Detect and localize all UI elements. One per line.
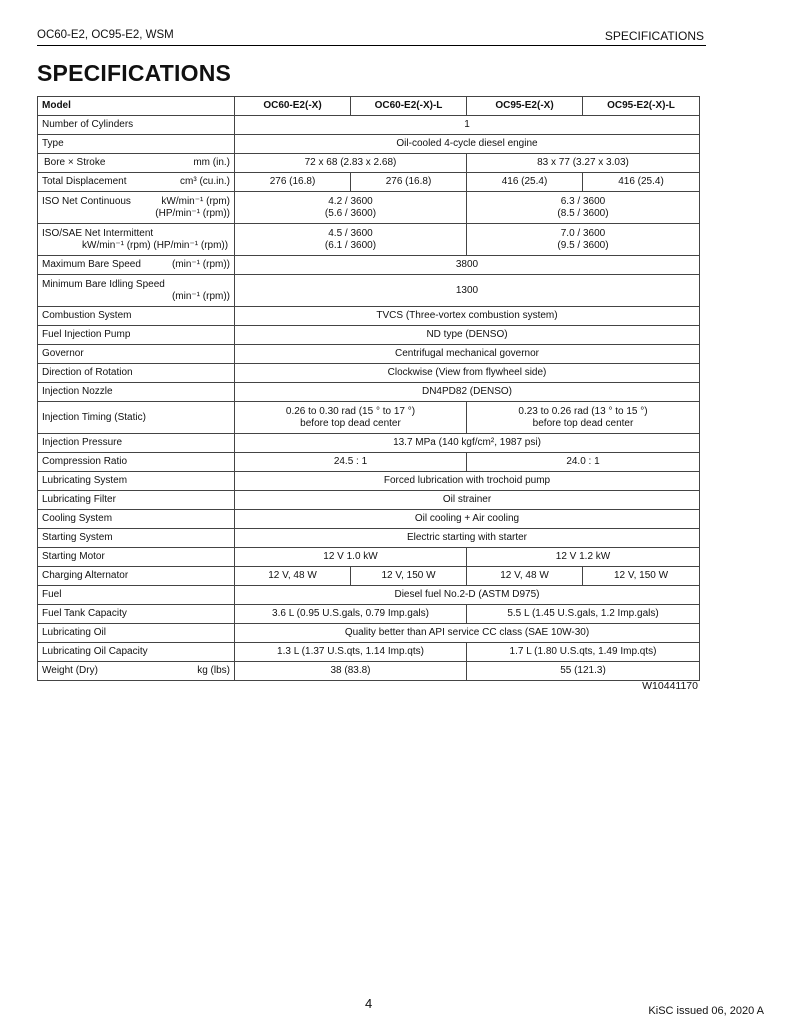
row-value: Quality better than API service CC class (SAE 10W-30) xyxy=(235,624,700,643)
row-label: Minimum Bare Idling Speed xyxy=(42,278,165,290)
row-value: 1.3 L (1.37 U.S.qts, 1.14 Imp.qts) xyxy=(235,643,467,662)
row-label: Weight (Dry) xyxy=(42,665,98,676)
row-label-cell xyxy=(38,256,235,275)
row-label: Starting Motor xyxy=(38,548,235,567)
row-label: Compression Ratio xyxy=(38,453,235,472)
table-row xyxy=(38,383,700,402)
table-row xyxy=(38,434,700,453)
row-label: Charging Alternator xyxy=(38,567,235,586)
row-label: Fuel xyxy=(38,586,235,605)
row-value: 13.7 MPa (140 kgf/cm², 1987 psi) xyxy=(235,434,700,453)
table-row xyxy=(38,643,700,662)
issue-note: KiSC issued 06, 2020 A xyxy=(648,1005,764,1017)
row-label: ISO Net Continuous xyxy=(42,195,131,207)
row-value: 4.2 / 3600 xyxy=(328,195,373,207)
row-value: 24.0 : 1 xyxy=(467,453,700,472)
row-label: Total Displacement xyxy=(42,176,127,187)
row-value: 276 (16.8) xyxy=(235,173,351,192)
row-value: 5.5 L (1.45 U.S.gals, 1.2 Imp.gals) xyxy=(467,605,700,624)
table-row xyxy=(38,256,700,275)
column-header-oc60: OC60-E2(-X) xyxy=(235,97,351,116)
row-label: Injection Nozzle xyxy=(38,383,235,402)
row-value-cell xyxy=(467,224,700,256)
row-label-cell xyxy=(38,224,235,256)
row-value-secondary: (9.5 / 3600) xyxy=(557,239,609,251)
row-value: Electric starting with starter xyxy=(235,529,700,548)
row-value: 416 (25.4) xyxy=(467,173,583,192)
document-code: W10441170 xyxy=(642,680,698,692)
table-row xyxy=(38,624,700,643)
row-label: Lubricating Oil Capacity xyxy=(38,643,235,662)
column-header-model: Model xyxy=(38,97,235,116)
table-row xyxy=(38,662,700,681)
table-row xyxy=(38,135,700,154)
row-value: 416 (25.4) xyxy=(583,173,700,192)
row-value-secondary: before top dead center xyxy=(300,417,401,429)
row-label-cell xyxy=(38,192,235,224)
row-unit: mm (in.) xyxy=(193,157,230,168)
row-value: Oil strainer xyxy=(235,491,700,510)
table-header-row xyxy=(38,97,700,116)
table-row xyxy=(38,605,700,624)
row-value: 0.23 to 0.26 rad (13 ° to 15 °) xyxy=(518,405,648,417)
table-row xyxy=(38,586,700,605)
running-header-left: OC60-E2, OC95-E2, WSM xyxy=(37,29,174,41)
row-unit: (min⁻¹ (rpm)) xyxy=(171,259,230,270)
row-value: 72 x 68 (2.83 x 2.68) xyxy=(235,154,467,173)
row-value: Centrifugal mechanical governor xyxy=(235,345,700,364)
row-label-cell xyxy=(38,154,235,173)
row-value: 1.7 L (1.80 U.S.qts, 1.49 Imp.qts) xyxy=(467,643,700,662)
row-label: Combustion System xyxy=(38,307,235,326)
table-row xyxy=(38,364,700,383)
row-label: Cooling System xyxy=(38,510,235,529)
row-value-secondary: before top dead center xyxy=(532,417,634,429)
table-row xyxy=(38,529,700,548)
table-row xyxy=(38,154,700,173)
row-unit: kW/min⁻¹ (rpm) (HP/min⁻¹ (rpm)) xyxy=(82,239,229,251)
row-value: 24.5 : 1 xyxy=(235,453,467,472)
row-value: 276 (16.8) xyxy=(351,173,467,192)
row-value-secondary: (5.6 / 3600) xyxy=(324,207,377,219)
row-unit: kg (lbs) xyxy=(197,665,230,676)
row-value: 83 x 77 (3.27 x 3.03) xyxy=(467,154,700,173)
row-label: Starting System xyxy=(38,529,235,548)
row-label-cell xyxy=(38,662,235,681)
table-row xyxy=(38,224,700,256)
row-label: Direction of Rotation xyxy=(38,364,235,383)
table-row xyxy=(38,491,700,510)
row-label: Fuel Injection Pump xyxy=(38,326,235,345)
table-row xyxy=(38,192,700,224)
table-row xyxy=(38,402,700,434)
row-value-cell xyxy=(235,192,467,224)
row-value: 1300 xyxy=(235,275,700,307)
row-value: 38 (83.8) xyxy=(235,662,467,681)
row-value: 12 V 1.2 kW xyxy=(467,548,700,567)
row-label: Lubricating Oil xyxy=(38,624,235,643)
row-label: Maximum Bare Speed xyxy=(42,259,141,270)
table-row xyxy=(38,548,700,567)
column-header-oc95-l: OC95-E2(-X)-L xyxy=(583,97,700,116)
row-value: 1 xyxy=(235,116,700,135)
row-value: ND type (DENSO) xyxy=(235,326,700,345)
page-number: 4 xyxy=(365,996,373,1011)
row-label: Fuel Tank Capacity xyxy=(38,605,235,624)
row-unit-secondary: (HP/min⁻¹ (rpm)) xyxy=(155,207,230,219)
specifications-table xyxy=(37,96,700,681)
row-value: 0.26 to 0.30 rad (15 ° to 17 °) xyxy=(285,405,416,417)
row-label: Bore × Stroke xyxy=(44,157,106,168)
row-value-cell xyxy=(467,192,700,224)
row-value-cell xyxy=(235,402,467,434)
column-header-oc60-l: OC60-E2(-X)-L xyxy=(351,97,467,116)
table-row xyxy=(38,510,700,529)
row-label-cell xyxy=(38,173,235,192)
row-value: 12 V 1.0 kW xyxy=(235,548,467,567)
table-row xyxy=(38,116,700,135)
row-unit: cm³ (cu.in.) xyxy=(180,176,230,187)
row-value: 6.3 / 3600 xyxy=(560,195,606,207)
table-row xyxy=(38,567,700,586)
header-rule xyxy=(37,45,706,46)
row-value: 4.5 / 3600 xyxy=(328,227,373,239)
row-value: Diesel fuel No.2-D (ASTM D975) xyxy=(235,586,700,605)
row-label: ISO/SAE Net Intermittent xyxy=(42,227,154,239)
table-row xyxy=(38,326,700,345)
row-value: 12 V, 48 W xyxy=(235,567,351,586)
row-value: 12 V, 48 W xyxy=(467,567,583,586)
row-unit: kW/min⁻¹ (rpm) xyxy=(161,195,230,207)
column-header-oc95: OC95-E2(-X) xyxy=(467,97,583,116)
row-value: Oil cooling + Air cooling xyxy=(235,510,700,529)
row-value: 3800 xyxy=(235,256,700,275)
row-value: 3.6 L (0.95 U.S.gals, 0.79 Imp.gals) xyxy=(235,605,467,624)
row-label: Type xyxy=(38,135,235,154)
row-value: Oil-cooled 4-cycle diesel engine xyxy=(235,135,700,154)
row-value: 12 V, 150 W xyxy=(583,567,700,586)
row-value-cell xyxy=(467,402,700,434)
page-title: SPECIFICATIONS xyxy=(37,60,232,86)
row-value: Clockwise (View from flywheel side) xyxy=(235,364,700,383)
row-value-cell xyxy=(235,224,467,256)
row-value: TVCS (Three-vortex combustion system) xyxy=(235,307,700,326)
row-value: 7.0 / 3600 xyxy=(560,227,606,239)
row-value: 12 V, 150 W xyxy=(351,567,467,586)
row-label: Lubricating Filter xyxy=(38,491,235,510)
row-label: Lubricating System xyxy=(38,472,235,491)
row-label: Governor xyxy=(38,345,235,364)
row-value: DN4PD82 (DENSO) xyxy=(235,383,700,402)
table-row xyxy=(38,173,700,192)
row-label: Injection Timing (Static) xyxy=(38,402,235,434)
running-header-right: SPECIFICATIONS xyxy=(604,29,704,43)
row-value-secondary: (8.5 / 3600) xyxy=(557,207,609,219)
table-row xyxy=(38,275,700,307)
table-row xyxy=(38,345,700,364)
row-label: Injection Pressure xyxy=(38,434,235,453)
row-unit: (min⁻¹ (rpm)) xyxy=(171,290,230,302)
row-value: Forced lubrication with trochoid pump xyxy=(235,472,700,491)
table-row xyxy=(38,453,700,472)
row-label: Number of Cylinders xyxy=(38,116,235,135)
table-row xyxy=(38,307,700,326)
row-value: 55 (121.3) xyxy=(467,662,700,681)
table-row xyxy=(38,472,700,491)
row-value-secondary: (6.1 / 3600) xyxy=(324,239,377,251)
row-label-cell xyxy=(38,275,235,307)
